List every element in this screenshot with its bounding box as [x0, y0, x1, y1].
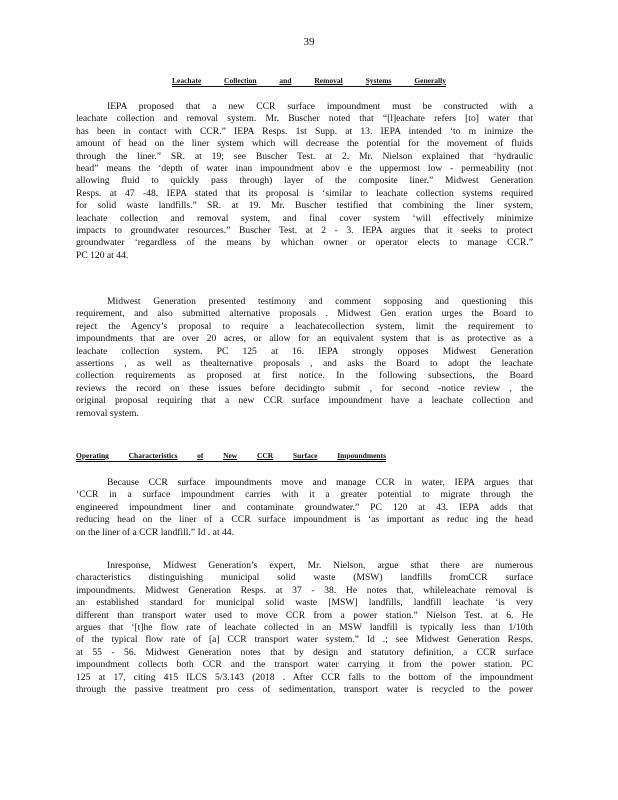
text-line: requirement, and also submitted alternative proposals . Midwest Gen eration urges the Board to	[76, 308, 533, 320]
paragraph-nielson-response	[76, 560, 533, 696]
text-line: impoundment collects both CCR and the transport water carrying it from the power station. PC	[76, 659, 533, 671]
heading-word: CCR	[256, 451, 274, 460]
text-line: Resps. at 47 -48. IEPA stated that its proposal is ‘similar to leachate collection systems required	[76, 187, 533, 199]
text-line: argues that ‘[t]he flow rate of leachate collected in an MSW landfill is typically less than 1/10th	[76, 621, 533, 633]
text-line: ‘CCR in a surface impoundment carries with it a greater potential to migrate through the	[76, 489, 533, 501]
heading-word: Collection	[224, 76, 257, 85]
heading-word: Operating	[76, 451, 109, 460]
text-line: 125 at 17, citing 415 ILCS 5/3.143 (2018 . After CCR falls to the bottom of the impoundment	[76, 671, 533, 683]
paragraph-midwest-generation	[76, 296, 533, 420]
text-line: an established standard for municipal solid waste [MSW] landfills, landfill leachate ‘is very	[76, 597, 533, 609]
page-number: 39	[303, 36, 315, 48]
text-line: Inresponse, Midwest Generation’s expert, Mr. Nielson, argue sthat there are numerous	[107, 560, 533, 571]
heading-word: Leachate	[172, 76, 202, 85]
text-line: groundwater ‘regardless of the means by whichan owner or operator elects to manage CCR.”	[76, 237, 533, 249]
text-line: different than transport water used to move CCR from a power station.” Nielson Test. at 6. He	[76, 609, 533, 621]
text-line: leachate collection system. PC 125 at 16. IEPA strongly opposes Midwest Generation	[76, 345, 533, 357]
paragraph-ccr-argument	[76, 477, 533, 539]
heading-word: Removal	[314, 76, 343, 85]
heading-word: New	[223, 451, 238, 460]
text-line: PC 120 at 44.	[76, 249, 129, 261]
text-line: original proposal requiring that a new CCR surface impoundment have a leachate collection and	[76, 395, 533, 407]
text-line: head” means the ‘depth of water inan impoundment abov e the uppermost low - permeability (not	[76, 162, 533, 174]
text-line: reviews the record on these issues before decidingto submit , for second -notice review , the	[76, 382, 533, 394]
text-line: assertions , as well as thealternative proposals , and asks the Board to adopt the leachate	[76, 357, 533, 369]
text-line: Because CCR surface impoundments move and manage CCR in water, IEPA argues that	[107, 477, 533, 488]
text-line: through the passive treatment pro cess of sedimentation, transport water is recycled to the power	[76, 683, 533, 695]
text-line: impacts to groundwater resources.” Buscher Test. at 2 - 3. IEPA argues that it seeks to protect	[76, 224, 533, 236]
text-line: for solid waste landfills.” SR. at 19. Mr. Buscher testified that combining the liner system,	[76, 200, 533, 212]
heading-word: Impoundments	[337, 451, 386, 460]
heading-word: Characteristics	[128, 451, 178, 460]
text-line: allowing fluid to quickly pass through) layer of the composite liner.” Midwest Generation	[76, 175, 533, 187]
text-line: reducing head on the liner of a CCR surface impoundment is ‘as important as reduc ing the head	[76, 514, 533, 526]
paragraph-iepa-proposal	[76, 101, 533, 262]
text-line: impoundments. Midwest Generation Resps. at 37 - 38. He notes that, whileleachate removal is	[76, 584, 533, 596]
text-line: characteristics distinguishing municipal solid waste (MSW) landfills fromCCR surface	[76, 572, 533, 584]
text-line: on the liner of a CCR landfill.” Id . at 44.	[76, 526, 234, 538]
text-line: impoundments that are over 20 acres, or allow for an equivalent system that is as protective as a	[76, 333, 533, 345]
text-line: has been in contact with CCR.” IEPA Resps. 1st Supp. at 13. IEPA intended ‘to m inimize the	[76, 125, 533, 137]
heading-word: Generally	[414, 76, 446, 85]
text-line: of the typical flow rate of [a] CCR transport water system.” Id .; see Midwest Generation Resps.	[76, 634, 533, 646]
text-line: leachate collection and removal system, and final cover system ‘will effectively minimize	[76, 212, 533, 224]
text-line: leachate collection and removal system. Mr. Buscher noted that “[l]eachate refers [to] water that	[76, 113, 533, 125]
heading-word: Systems	[365, 76, 392, 85]
section-heading-operating	[76, 451, 386, 462]
text-line: amount of head on the liner system which will decrease the potential for the movement of fluids	[76, 138, 533, 150]
heading-word: Surface	[292, 451, 318, 460]
text-line: engineered impoundment liner and contaminate groundwater.” PC 120 at 43. IEPA adds that	[76, 501, 533, 513]
text-line: removal system.	[76, 407, 139, 419]
text-line: Midwest Generation presented testimony and comment sopposing and questioning this	[107, 296, 533, 307]
text-line: through the liner.” SR. at 19; see Buscher Test. at 2. Mr. Nielson explained that ‘hydraulic	[76, 150, 533, 162]
text-line: at 55 - 56. Midwest Generation notes that by design and statutory definition, a CCR surface	[76, 646, 533, 658]
heading-word: of	[197, 451, 204, 460]
text-line: IEPA proposed that a new CCR surface impoundment must be constructed with a	[107, 101, 533, 112]
text-line: reject the Agency’s proposal to require a leachatecollection system, limit the requirement to	[76, 320, 533, 332]
heading-word: and	[279, 76, 292, 85]
text-line: collection requirements as proposed at first notice. In the following subsections, the Board	[76, 370, 533, 382]
section-heading-leachate	[172, 76, 446, 87]
